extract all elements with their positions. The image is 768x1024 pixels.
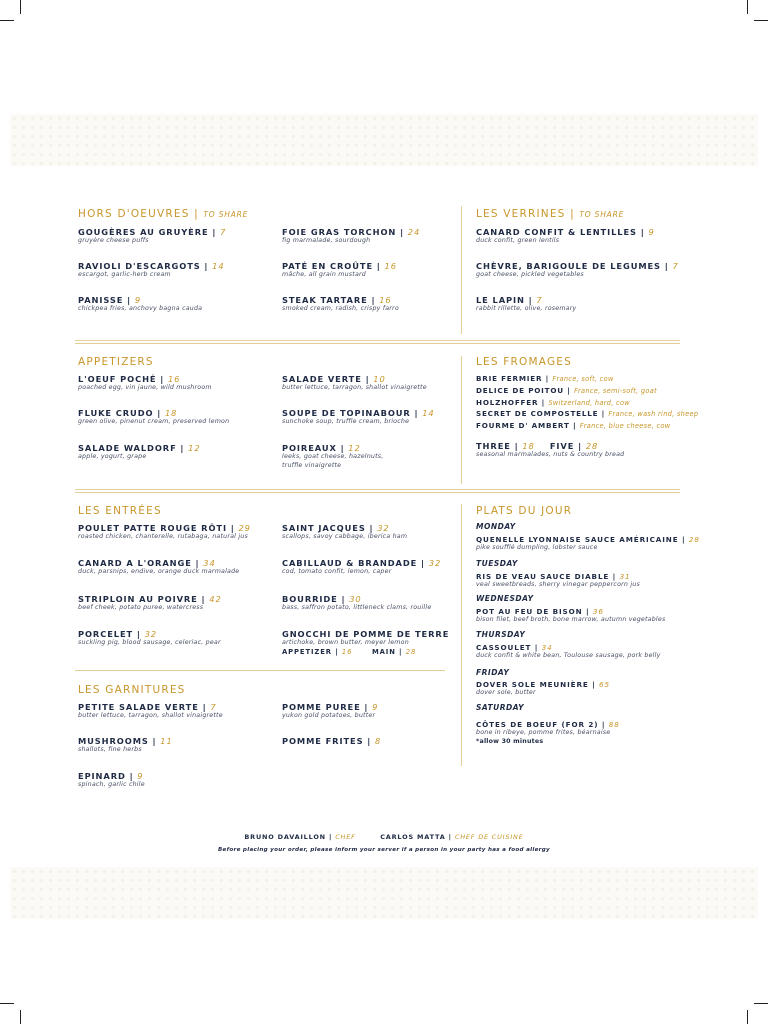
daily-special: [476, 535, 700, 553]
special-name: CÔTES DE BOEUF (FOR 2) |: [476, 720, 606, 729]
section-title-plats-du-jour: [476, 505, 572, 517]
day-label: SATURDAY: [476, 703, 525, 712]
crop-mark: [747, 0, 748, 14]
section-divider: [75, 340, 680, 341]
item-name: RAVIOLI D'ESCARGOTS |: [78, 261, 209, 271]
cheese-name: SECRET DE COMPOSTELLE |: [476, 409, 606, 418]
item-name: CHÈVRE, BARIGOULE DE LEGUMES |: [476, 261, 669, 271]
item-description: artichoke, brown butter, meyer lemon: [282, 639, 409, 646]
cheese-item: [476, 374, 614, 383]
item-price: 9: [137, 771, 144, 781]
allergy-notice: Before placing your order, please inform your server if a person in your party has a food allergy: [217, 847, 550, 853]
crop-mark: [20, 0, 21, 14]
special-price: 36: [592, 607, 604, 616]
day-label: WEDNESDAY: [476, 594, 534, 603]
item-name: CABILLAUD & BRANDADE |: [282, 558, 425, 568]
appetizer-price: 16: [341, 647, 353, 656]
section-title-text: LES FROMAGES: [476, 356, 572, 368]
item-price: 29: [238, 523, 251, 533]
item-price: 9: [372, 702, 379, 712]
special-name: DOVER SOLE MEUNIÈRE |: [476, 680, 596, 689]
item-name: STRIPLOIN AU POIVRE |: [78, 594, 206, 604]
item-description: rabbit rillette, olive, rosemary: [476, 305, 577, 312]
item-description: truffle vinaigrette: [282, 461, 342, 469]
day-label: MONDAY: [476, 522, 516, 531]
special-description: duck confit & white bean, Toulouse sausage, pork belly: [476, 652, 661, 659]
menu-item: [282, 374, 427, 393]
item-price: 7: [210, 702, 217, 712]
item-price: 14: [212, 261, 225, 271]
item-price: 12: [348, 443, 361, 453]
item-description: escargot, garlic-herb cream: [78, 271, 171, 278]
section-subtitle: TO SHARE: [203, 210, 249, 219]
section-subtitle: TO SHARE: [579, 210, 625, 219]
menu-item: [282, 295, 399, 314]
menu-item: [282, 736, 381, 746]
chef-name: BRUNO DAVAILLON |: [244, 833, 333, 841]
menu-item: [78, 558, 239, 577]
cheese-description: France, wash rind, sheep: [608, 410, 699, 418]
section-title-text: LES ENTRÉES: [78, 505, 162, 517]
crop-mark: [0, 1003, 14, 1004]
chef-credits: [0, 833, 768, 841]
cheese-description: France, soft, cow: [552, 375, 614, 383]
item-name: SALADE WALDORF |: [78, 443, 185, 453]
special-price: 31: [619, 572, 631, 581]
column-divider: [461, 356, 462, 484]
day-label: THURSDAY: [476, 630, 526, 639]
special-price: 28: [688, 535, 700, 544]
item-price: 16: [168, 374, 181, 384]
cheese-name: DELICE DE POITOU |: [476, 386, 571, 395]
item-description: poached egg, vin jaune, wild mushroom: [78, 384, 212, 391]
item-description: cod, tomato confit, lemon, caper: [282, 568, 392, 575]
item-name: GNOCCHI DE POMME DE TERRE: [282, 629, 450, 639]
section-title-text: APPETIZERS: [78, 356, 154, 368]
item-name: SOUPE DE TOPINABOUR |: [282, 408, 419, 418]
five-price: 28: [585, 441, 599, 451]
item-name: MUSHROOMS |: [78, 736, 157, 746]
section-title-fromages: [476, 356, 572, 368]
item-price: 16: [384, 261, 397, 271]
item-price: 42: [209, 594, 222, 604]
item-description: butter lettuce, tarragon, shallot vinaigrette: [78, 712, 223, 719]
cheese-item: [476, 386, 657, 395]
cheese-item: [476, 398, 630, 407]
menu-item: [282, 408, 435, 427]
item-description: yukon gold potatoes, butter: [282, 712, 376, 719]
item-price: 7: [536, 295, 543, 305]
item-description: mâche, all grain mustard: [282, 271, 366, 278]
cheese-name: BRIE FERMIER |: [476, 374, 550, 383]
item-description: chickpea fries, anchovy bagna cauda: [78, 305, 203, 312]
section-title-text: HORS D'OEUVRES |: [78, 208, 199, 220]
special-name: POT AU FEU DE BISON |: [476, 607, 590, 616]
item-name: PANISSE |: [78, 295, 132, 305]
item-name: STEAK TARTARE |: [282, 295, 376, 305]
section-title-text: LES VERRINES |: [476, 208, 575, 220]
item-price: 16: [379, 295, 392, 305]
menu-item: [78, 629, 221, 648]
decorative-pattern-band: [10, 114, 758, 166]
item-price: 32: [144, 629, 157, 639]
item-price: 14: [422, 408, 435, 418]
item-price: 7: [220, 227, 227, 237]
item-name: SALADE VERTE |: [282, 374, 370, 384]
cheese-name: FOURME D' AMBERT |: [476, 421, 577, 430]
chef-de-cuisine-title: CHEF DE CUISINE: [454, 833, 524, 841]
item-price: 12: [188, 443, 201, 453]
menu-item: [282, 227, 420, 246]
item-price: 32: [377, 523, 390, 533]
item-description: scallops, savoy cabbage, iberica ham: [282, 533, 408, 540]
item-price: 9: [134, 295, 142, 305]
special-description: veal sweetbreads, sherry vinegar peppercorn jus: [476, 581, 640, 588]
special-price: 88: [608, 720, 620, 729]
item-name: POMME PUREE |: [282, 702, 369, 712]
cheese-item: [476, 421, 671, 430]
crop-mark: [20, 1010, 21, 1024]
section-title-text: LES GARNITURES: [78, 684, 186, 696]
menu-item: [282, 558, 441, 577]
special-price: 65: [599, 680, 610, 689]
menu-item: [78, 594, 222, 613]
menu-item: [282, 629, 449, 656]
item-description: green olive, pinenut cream, preserved lemon: [78, 418, 230, 425]
item-price: 11: [160, 736, 173, 746]
menu-item: [78, 261, 225, 280]
item-description: roasted chicken, chanterelle, rutabaga, natural jus: [78, 533, 248, 540]
item-description: duck, parsnips, endive, orange duck marmalade: [78, 568, 240, 575]
item-name: FLUKE CRUDO |: [78, 408, 162, 418]
crop-mark: [0, 20, 14, 21]
item-description: fig marmalade, sourdough: [282, 237, 371, 244]
special-note: *allow 30 minutes: [476, 737, 544, 745]
cheese-name: HOLZHOFFER |: [476, 398, 546, 407]
menu-item: [282, 523, 407, 542]
crop-mark: [747, 1010, 748, 1024]
item-name: POIREAUX |: [282, 443, 345, 453]
decorative-pattern-band: [10, 867, 758, 919]
menu-item: [476, 227, 655, 246]
menu-item: [282, 702, 378, 721]
item-description: leeks, goat cheese, hazelnuts,: [282, 453, 384, 460]
item-name: LE LAPIN |: [476, 295, 533, 305]
menu-item: [78, 374, 212, 393]
item-description: butter lettuce, tarragon, shallot vinaigrette: [282, 384, 427, 391]
item-name: L'OEUF POCHÉ |: [78, 374, 165, 384]
section-divider: [75, 670, 445, 671]
item-description: bass, saffron potato, littleneck clams, rouille: [282, 604, 432, 611]
item-price: 32: [428, 558, 442, 568]
item-description: apple, yogurt, grape: [78, 453, 147, 460]
item-name: EPINARD |: [78, 771, 134, 781]
item-name: CANARD A L'ORANGE |: [78, 558, 200, 568]
three-price: 18: [522, 441, 535, 451]
item-price: 34: [203, 558, 216, 568]
item-name: BOURRIDE |: [282, 594, 346, 604]
column-divider: [461, 504, 462, 766]
chef-de-cuisine-name: CARLOS MATTA |: [380, 833, 452, 841]
item-description: duck confit, green lentils: [476, 237, 560, 244]
item-price: 7: [672, 261, 679, 271]
menu-item: [78, 408, 229, 427]
menu-item: [78, 295, 202, 314]
item-description: gruyère cheese puffs: [78, 237, 149, 244]
daily-special: [476, 680, 610, 698]
item-description: beef cheek, potato puree, watercress: [78, 604, 204, 611]
special-price: 34: [541, 643, 553, 652]
cheese-item: [476, 409, 698, 418]
item-name: FOIE GRAS TORCHON |: [282, 227, 404, 237]
item-name: POULET PATTE ROUGE RÔTI |: [78, 523, 235, 533]
daily-special: [476, 720, 620, 746]
crop-mark: [754, 20, 768, 21]
special-description: pike soufflé dumpling, lobster sauce: [476, 544, 598, 551]
section-title-text: PLATS DU JOUR: [476, 505, 573, 517]
section-title-verrines: [476, 208, 624, 220]
menu-item: [78, 523, 251, 542]
menu-item: [78, 227, 226, 246]
menu-item: [476, 295, 576, 314]
item-price: 30: [349, 594, 362, 604]
three-label: THREE |: [476, 441, 519, 451]
cheese-note: seasonal marmalades, nuts & country bread: [476, 451, 625, 458]
menu-item: [476, 261, 679, 280]
cheese-description: Switzerland, hard, cow: [548, 399, 630, 407]
item-description: sunchoke soup, truffle cream, brioche: [282, 418, 410, 425]
five-label: FIVE |: [549, 441, 583, 451]
daily-special: [476, 607, 665, 625]
section-title-appetizers: [78, 356, 154, 368]
chef-title: CHEF: [335, 833, 356, 841]
item-price: 24: [407, 227, 421, 237]
item-description: shallots, fine herbs: [78, 746, 142, 753]
main-price: 28: [405, 647, 417, 656]
section-title-hors-doeuvres: [78, 208, 248, 220]
item-description: smoked cream, radish, crispy farro: [282, 305, 399, 312]
menu-item: [78, 443, 201, 462]
day-label: TUESDAY: [476, 559, 518, 568]
special-name: RIS DE VEAU SAUCE DIABLE |: [476, 572, 617, 581]
cheese-selection: [476, 441, 624, 460]
cheese-description: France, blue cheese, cow: [579, 422, 671, 430]
section-divider: [75, 489, 680, 490]
item-description: suckling pig, blood sausage, celeriac, pear: [78, 639, 221, 646]
section-divider: [75, 492, 680, 493]
daily-special: [476, 643, 661, 661]
special-name: QUENELLE LYONNAISE SAUCE AMÉRICAINE |: [476, 535, 686, 544]
section-title-garnitures: [78, 684, 186, 696]
special-name: CASSOULET |: [476, 643, 539, 652]
item-price: 8: [374, 736, 382, 746]
item-name: PATÉ EN CROÛTE |: [282, 261, 381, 271]
special-description: bone in ribeye, pomme frites, béarnaise: [476, 729, 611, 736]
special-description: bison filet, beef broth, bone marrow, autumn vegetables: [476, 616, 666, 623]
menu-item: [78, 771, 145, 790]
column-divider: [461, 206, 462, 334]
item-description: spinach, garlic chile: [78, 781, 145, 788]
menu-item: [78, 736, 173, 755]
item-name: SAINT JACQUES |: [282, 523, 374, 533]
main-label: MAIN |: [371, 647, 403, 656]
day-label: FRIDAY: [476, 668, 510, 677]
item-name: PORCELET |: [78, 629, 141, 639]
special-description: dover sole, butter: [476, 689, 536, 696]
section-divider: [75, 343, 680, 344]
item-price: 9: [648, 227, 655, 237]
item-name: GOUGÈRES AU GRUYÈRE |: [78, 227, 217, 237]
item-price: 10: [373, 374, 386, 384]
menu-item: [78, 702, 223, 721]
item-name: CANARD CONFIT & LENTILLES |: [476, 227, 645, 237]
menu-item: [282, 443, 383, 470]
item-name: POMME FRITES |: [282, 736, 372, 746]
menu-item: [282, 261, 397, 280]
appetizer-label: APPETIZER |: [282, 647, 339, 656]
cheese-description: France, semi-soft, goat: [573, 387, 657, 395]
item-price: 18: [164, 408, 178, 418]
item-description: goat cheese, pickled vegetables: [476, 271, 584, 278]
section-title-entrees: [78, 505, 162, 517]
daily-special: [476, 572, 640, 590]
item-name: PETITE SALADE VERTE |: [78, 702, 207, 712]
menu-item: [282, 594, 431, 613]
crop-mark: [754, 1003, 768, 1004]
